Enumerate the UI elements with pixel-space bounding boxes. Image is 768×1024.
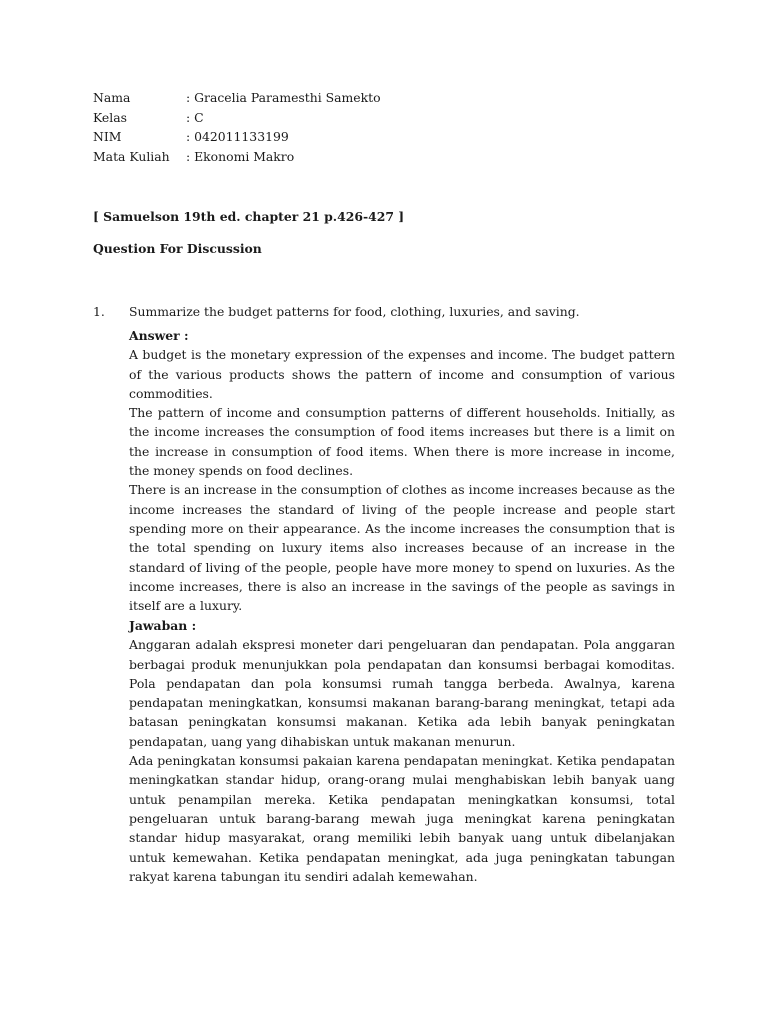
info-row-nim [93, 127, 381, 147]
info-row-mata-kuliah [93, 147, 381, 167]
question-text: Summarize the budget patterns for food, clothing, luxuries, and saving. [129, 304, 580, 319]
info-label: Mata Kuliah [93, 148, 170, 164]
student-info [93, 88, 381, 166]
info-row-kelas [93, 108, 381, 128]
info-value: : Gracelia Paramesthi Samekto [186, 88, 381, 108]
jawaban-heading: Jawaban : [129, 618, 197, 633]
info-value: : C [186, 108, 204, 128]
answer-block [129, 326, 675, 615]
info-label: Kelas [93, 109, 127, 125]
info-label: NIM [93, 129, 122, 145]
answer-paragraph: A budget is the monetary expression of the expenses and income. The budget pattern of the various products shows the pattern of income and consumption of various commodities. [129, 347, 675, 401]
answer-heading: Answer : [129, 328, 189, 343]
info-value: : 042011133199 [186, 127, 289, 147]
jawaban-block [129, 616, 675, 886]
question-number: 1. [93, 304, 105, 319]
section-title: Question For Discussion [93, 241, 262, 256]
info-label: Nama [93, 90, 131, 105]
source-reference: [ Samuelson 19th ed. chapter 21 p.426-427 ] [93, 209, 405, 224]
jawaban-paragraph: Ada peningkatan konsumsi pakaian karena pendapatan meningkat. Ketika pendapatan meningkatkan standar hidup, orang-orang mulai menghabiskan lebih banyak uang untuk penampilan mereka. Ketika pendapatan meningkatkan konsumsi, total pengeluaran untuk barang-barang mewah juga meningkat karena peningkatan standar hidup masyarakat, orang memiliki lebih banyak uang untuk dibelanjakan untuk kemewahan. Ketika pendapatan meningkat, ada juga peningkatan tabungan rakyat karena tabungan itu sendiri adalah kemewahan. [129, 753, 675, 884]
jawaban-paragraph: Anggaran adalah ekspresi moneter dari pengeluaran dan pendapatan. Pola anggaran berbagai produk menunjukkan pola pendapatan dan konsumsi berbagai komoditas. Pola pendapatan dan pola konsumsi rumah tangga berbeda. Awalnya, karena pendapatan meningkatkan, konsumsi makanan barang-barang meningkat, tetapi ada batasan peningkatan konsumsi makanan. Ketika ada lebih banyak peningkatan pendapatan, uang yang dihabiskan untuk makanan menurun. [129, 637, 675, 749]
answer-paragraph: The pattern of income and consumption patterns of different households. Initially, as the income increases the consumption of food items increases but there is a limit on the increase in consumption of food items. When there is more increase in income, the money spends on food declines. [129, 405, 675, 479]
answer-paragraph: There is an increase in the consumption of clothes as income increases because as the income increases the standard of living of the people increase and people start spending more on their appearance. As the income increases the consumption that is the total spending on luxury items also increases because of an increase in the standard of living of the people, people have more money to spend on luxuries. As the income increases, there is also an increase in the savings of the people as savings in itself are a luxury. [129, 482, 675, 614]
info-row-nama [93, 88, 381, 108]
info-value: : Ekonomi Makro [186, 147, 294, 167]
